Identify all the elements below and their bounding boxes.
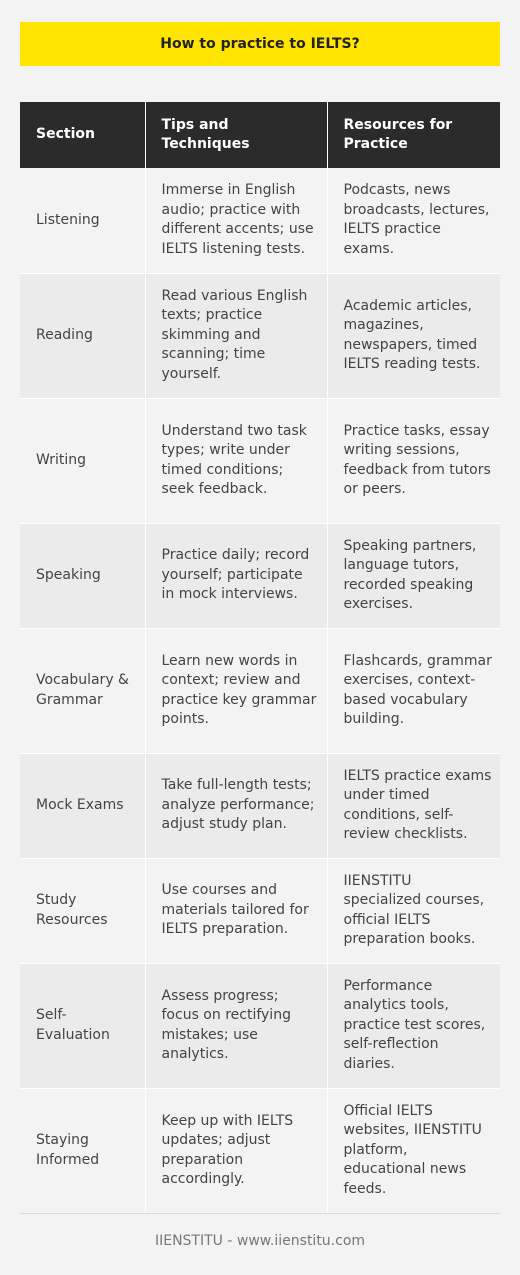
resources-cell: Performance analytics tools, practice test scores, self-reflection diaries. (327, 963, 500, 1088)
column-header-tips: Tips and Techniques (145, 102, 327, 168)
section-cell: Staying Informed (20, 1088, 145, 1213)
table-row (20, 273, 500, 398)
table-row (20, 858, 500, 963)
section-cell: Mock Exams (20, 753, 145, 858)
section-cell: Vocabulary & Grammar (20, 628, 145, 753)
resources-cell: IELTS practice exams under timed conditions, self-review checklists. (327, 753, 500, 858)
resources-cell: Academic articles, magazines, newspapers, timed IELTS reading tests. (327, 273, 500, 398)
resources-cell: Flashcards, grammar exercises, context-based vocabulary building. (327, 628, 500, 753)
table-header-row (20, 102, 500, 168)
resources-cell: Official IELTS websites, IIENSTITU platform, educational news feeds. (327, 1088, 500, 1213)
table-row (20, 398, 500, 523)
tips-cell: Practice daily; record yourself; participate in mock interviews. (145, 523, 327, 628)
table-row (20, 963, 500, 1088)
section-cell: Self-Evaluation (20, 963, 145, 1088)
table-row (20, 628, 500, 753)
section-cell: Reading (20, 273, 145, 398)
table-row (20, 523, 500, 628)
table-row (20, 1088, 500, 1213)
tips-cell: Read various English texts; practice skimming and scanning; time yourself. (145, 273, 327, 398)
tips-cell: Immerse in English audio; practice with different accents; use IELTS listening tests. (145, 168, 327, 273)
resources-cell: Podcasts, news broadcasts, lectures, IELTS practice exams. (327, 168, 500, 273)
resources-cell: IIENSTITU specialized courses, official IELTS preparation books. (327, 858, 500, 963)
resources-cell: Practice tasks, essay writing sessions, feedback from tutors or peers. (327, 398, 500, 523)
ielts-practice-table (20, 102, 500, 1214)
section-cell: Study Resources (20, 858, 145, 963)
tips-cell: Keep up with IELTS updates; adjust preparation accordingly. (145, 1088, 327, 1213)
table-row (20, 168, 500, 273)
tips-cell: Take full-length tests; analyze performance; adjust study plan. (145, 753, 327, 858)
resources-cell: Speaking partners, language tutors, recorded speaking exercises. (327, 523, 500, 628)
section-cell: Speaking (20, 523, 145, 628)
column-header-section: Section (20, 102, 145, 168)
footer-credit: IIENSTITU - www.iienstitu.com (154, 1233, 366, 1249)
section-cell: Writing (20, 398, 145, 523)
column-header-resources: Resources for Practice (327, 102, 500, 168)
tips-cell: Learn new words in context; review and practice key grammar points. (145, 628, 327, 753)
tips-cell: Use courses and materials tailored for IELTS preparation. (145, 858, 327, 963)
table-row (20, 753, 500, 858)
section-cell: Listening (20, 168, 145, 273)
page-title: How to practice to IELTS? (20, 22, 500, 66)
tips-cell: Assess progress; focus on rectifying mistakes; use analytics. (145, 963, 327, 1088)
tips-cell: Understand two task types; write under timed conditions; seek feedback. (145, 398, 327, 523)
